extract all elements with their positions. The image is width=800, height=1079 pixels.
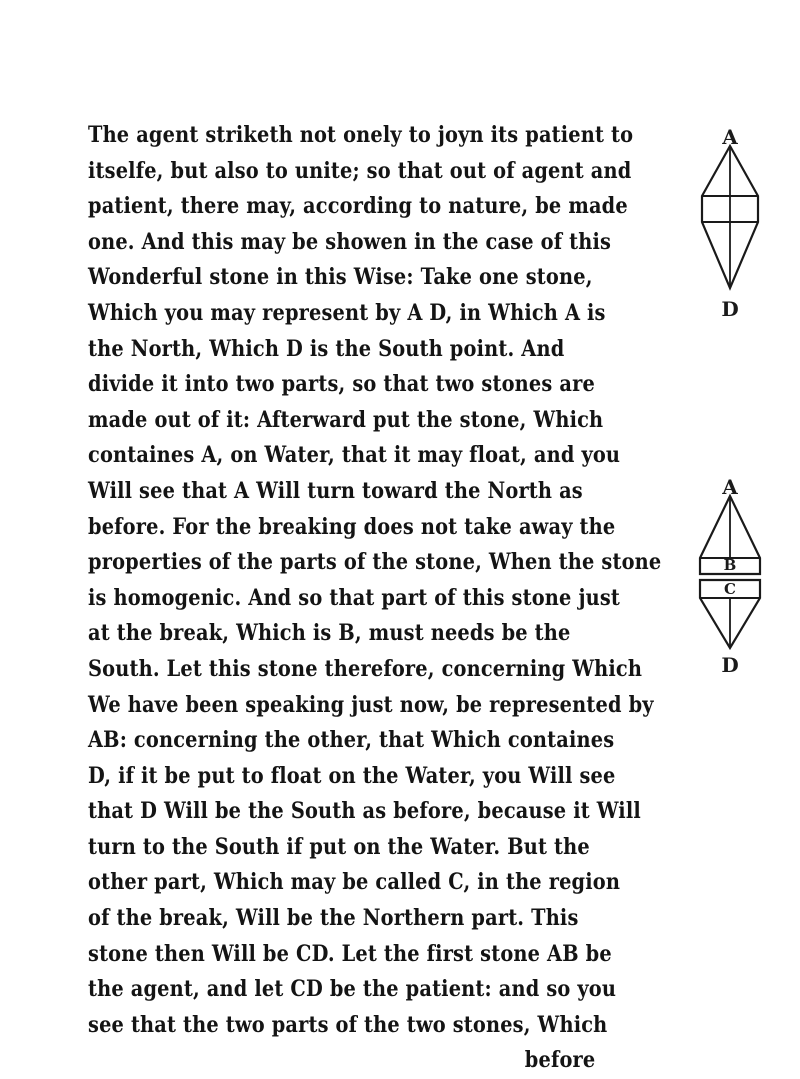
text-line: the North, Which D is the South point. And bbox=[88, 335, 565, 362]
text-line: itselfe, but also to unite; so that out of agent and bbox=[88, 157, 632, 184]
text-line: see that the two parts of the two stones, Which bbox=[88, 1011, 608, 1038]
figure-label-a: A bbox=[722, 125, 738, 149]
text-line: that D Will be the South as before, because it Will bbox=[88, 798, 641, 825]
figure-label-d: D bbox=[721, 297, 739, 321]
text-line: The agent striketh not onely to joyn its patient to bbox=[88, 122, 634, 148]
figure-label-d: D bbox=[721, 653, 739, 677]
figure-label-b: B bbox=[723, 556, 737, 574]
text-line: We have been speaking just now, be represented by bbox=[88, 691, 654, 718]
text-line: at the break, Which is B, must needs be the bbox=[88, 620, 571, 647]
lodestone-figure-whole bbox=[690, 118, 770, 328]
text-line: is homogenic. And so that part of this stone just bbox=[88, 584, 621, 611]
text-line: the agent, and let CD be the patient: and so you bbox=[88, 976, 617, 1003]
figure-label-c: C bbox=[724, 580, 736, 598]
text-line: Wonderful stone in this Wise: Take one stone, bbox=[88, 264, 593, 291]
text-line: properties of the parts of the stone, When the stone bbox=[88, 549, 662, 576]
body-text bbox=[88, 118, 678, 1079]
text-line: other part, Which may be called C, in the region bbox=[88, 869, 621, 896]
text-line: before. For the breaking does not take away the bbox=[88, 513, 616, 540]
lodestone-figure-broken bbox=[688, 470, 772, 680]
text-line: made out of it: Afterward put the stone, Which bbox=[88, 406, 604, 433]
text-line: Will see that A Will turn toward the North as bbox=[88, 477, 583, 504]
text-line: one. And this may be showen in the case of this bbox=[88, 228, 612, 255]
catchword: before bbox=[524, 1047, 596, 1074]
text-line: divide it into two parts, so that two stones are bbox=[88, 371, 595, 398]
text-line: AB: concerning the other, that Which containes bbox=[88, 727, 615, 754]
text-line: patient, there may, according to nature, be made bbox=[88, 193, 628, 220]
text-line: turn to the South if put on the Water. But the bbox=[88, 833, 590, 860]
text-line: containes A, on Water, that it may float, and you bbox=[88, 442, 621, 469]
text-line: Which you may represent by A D, in Which A is bbox=[88, 299, 606, 326]
text-line: South. Let this stone therefore, concerning Which bbox=[88, 655, 643, 682]
text-line: stone then Will be CD. Let the first stone AB be bbox=[88, 940, 612, 967]
text-line: of the break, Will be the Northern part. This bbox=[88, 905, 579, 932]
text-line: D, if it be put to float on the Water, you Will see bbox=[88, 762, 616, 789]
figure-label-a: A bbox=[722, 475, 738, 499]
